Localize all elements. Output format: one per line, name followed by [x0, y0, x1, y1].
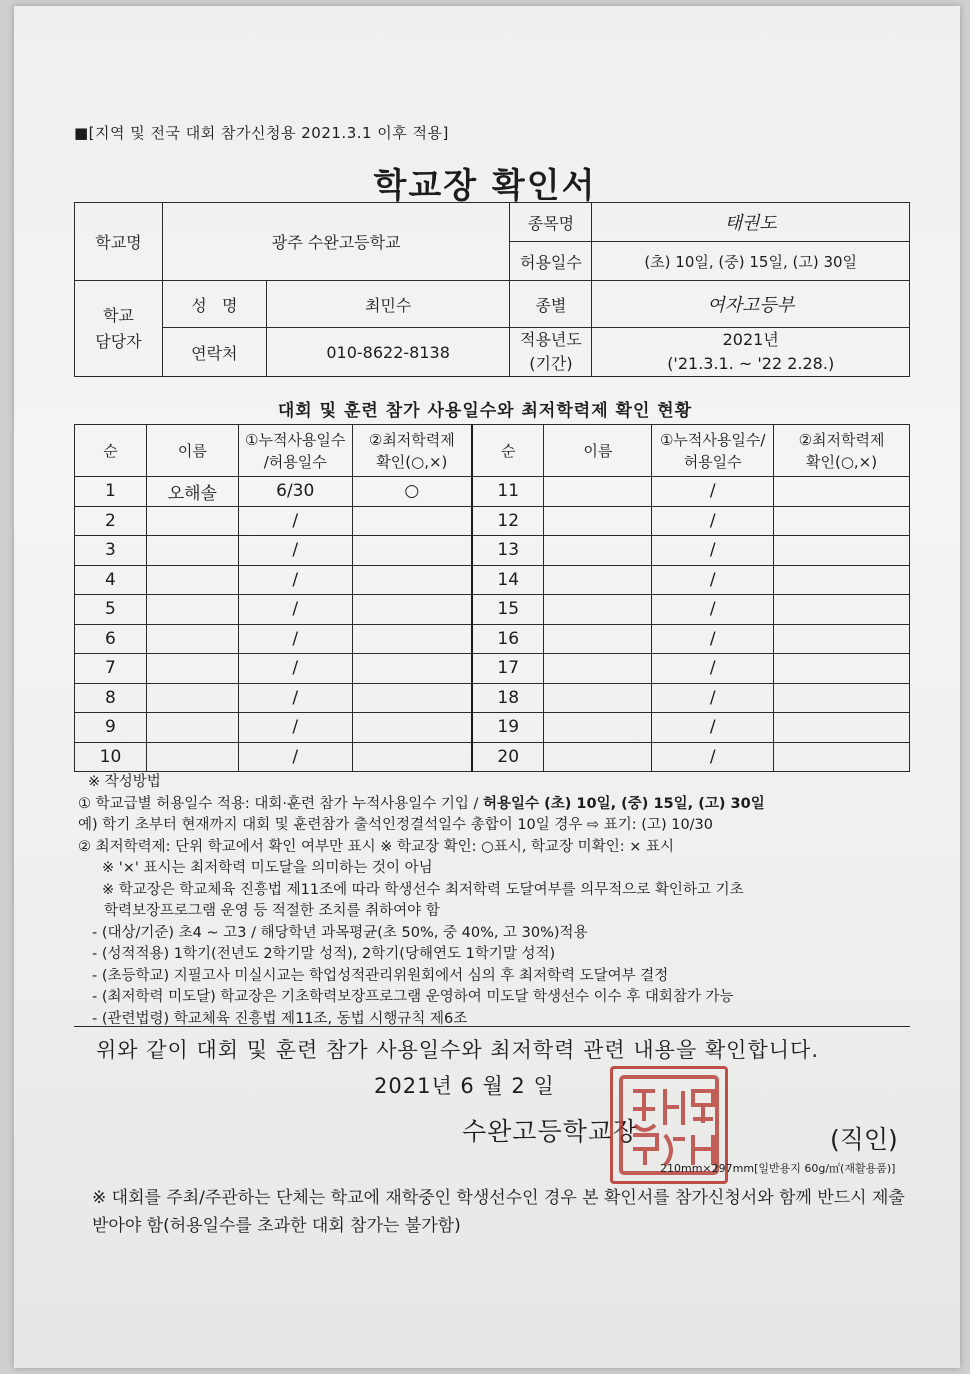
row-no-right: 11 — [472, 477, 544, 507]
header-days: ①누적사용일수 /허용일수 — [238, 425, 352, 477]
row-name-right — [544, 713, 652, 743]
row-no-right: 13 — [472, 536, 544, 566]
row-no-right: 15 — [472, 595, 544, 625]
row-grade-right — [774, 624, 910, 654]
row-grade — [352, 683, 472, 713]
table-row — [75, 595, 910, 625]
row-name — [146, 536, 238, 566]
row-name: 오해솔 — [146, 477, 238, 507]
detail-1: - (대상/기준) 초4 ~ 고3 / 해당학년 과목평균(초 50%, 중 40%, 고 30%)적용 — [92, 924, 588, 941]
row-no-right: 18 — [472, 683, 544, 713]
header-no-right: 순 — [472, 425, 544, 477]
document-title: 학교장 확인서 — [373, 166, 597, 206]
detail-2: - (성적적용) 1학기(전년도 2학기말 성적), 2학기(당해연도 1학기말 성적) — [92, 946, 556, 962]
row-days: / — [238, 565, 352, 595]
row-no-right: 16 — [472, 624, 544, 654]
note-1 — [78, 794, 914, 816]
row-name-right — [544, 506, 652, 536]
header-note: ■[지역 및 전국 대회 참가신청용 2021.3.1 이후 적용] — [74, 124, 449, 142]
row-days-right: / — [652, 565, 774, 595]
row-grade-right — [774, 477, 910, 507]
period-value: ('21.3.1. ~ '22 2.28.) — [667, 354, 835, 373]
row-days: / — [238, 742, 352, 772]
row-grade-right — [774, 536, 910, 566]
row-no: 9 — [75, 713, 147, 743]
row-name-right — [544, 624, 652, 654]
category-label: 종별 — [510, 281, 592, 328]
row-grade-right — [774, 713, 910, 743]
row-name — [146, 595, 238, 625]
row-name-right — [544, 477, 652, 507]
note-4b: 학력보장프로그램 운영 등 적절한 조치를 취하여야 함 — [104, 903, 440, 919]
row-no: 3 — [75, 536, 147, 566]
year-label: 적용년도 (기간) — [510, 328, 592, 377]
row-days-right: / — [652, 536, 774, 566]
section-title: 대회 및 훈련 참가 사용일수와 최저학력제 확인 현황 — [277, 401, 693, 421]
row-no-right: 20 — [472, 742, 544, 772]
row-name — [146, 742, 238, 772]
submission-note: ※ 대회를 주최/주관하는 단체는 학교에 재학중인 학생선수인 경우 본 확인서를 참가신청서와 함께 반드시 제출받아야 함(허용일수를 초과한 대회 참가는 불가함) — [92, 1188, 905, 1236]
name-label: 성 명 — [162, 281, 266, 328]
row-grade — [352, 742, 472, 772]
row-no: 8 — [75, 683, 147, 713]
row-name — [146, 713, 238, 743]
row-days-right: / — [652, 595, 774, 625]
divider — [74, 1026, 910, 1027]
allowed-days-label: 허용일수 — [510, 242, 592, 281]
row-name — [146, 565, 238, 595]
table-row — [75, 506, 910, 536]
row-no-right: 17 — [472, 654, 544, 684]
row-grade-right — [774, 654, 910, 684]
info-table — [74, 202, 910, 377]
row-name — [146, 683, 238, 713]
row-name — [146, 506, 238, 536]
detail-3: - (초등학교) 지필고사 미실시교는 학업성적관리위원회에서 심의 후 최저학력 도달여부 결정 — [92, 967, 669, 984]
row-no: 4 — [75, 565, 147, 595]
row-grade — [352, 536, 472, 566]
table-row — [75, 565, 910, 595]
notes-heading: ※ 작성방법 — [88, 774, 161, 790]
note-3: ※ '×' 표시는 최저학력 미도달을 의미하는 것이 아님 — [102, 860, 433, 876]
row-days: / — [238, 713, 352, 743]
row-no: 2 — [75, 506, 147, 536]
row-days: 6/30 — [238, 477, 352, 507]
row-no-right: 19 — [472, 713, 544, 743]
year-cell — [592, 328, 910, 377]
note-1-example: 예) 학기 초부터 현재까지 대회 및 훈련참가 출석인정결석일수 총합이 10일 경우 ⇨ 표기: (고) 10/30 — [78, 817, 714, 833]
manager-name: 최민수 — [266, 281, 510, 328]
row-no: 10 — [75, 742, 147, 772]
school-name-label: 학교명 — [75, 203, 163, 281]
note-4a: ※ 학교장은 학교체육 진흥법 제11조에 따라 학생선수 최저학력 도달여부를 의무적으로 확인하고 기초 — [102, 881, 744, 898]
contact-value: 010-8622-8138 — [266, 328, 510, 377]
row-grade — [352, 713, 472, 743]
note-1-text: ① 학교급별 허용일수 적용: 대회·훈련 참가 누적사용일수 기입 / — [78, 795, 484, 812]
header-no: 순 — [75, 425, 147, 477]
row-no: 1 — [75, 477, 147, 507]
row-days: / — [238, 624, 352, 654]
row-no: 5 — [75, 595, 147, 625]
row-days-right: / — [652, 713, 774, 743]
row-grade-right — [774, 565, 910, 595]
instructions — [78, 772, 914, 1030]
manager-label: 학교 담당자 — [75, 281, 163, 377]
table-row — [75, 477, 910, 507]
header-name: 이름 — [146, 425, 238, 477]
detail-5: - (관련법령) 학교체육 진흥법 제11조, 동법 시행규칙 제6조 — [92, 1010, 468, 1027]
row-name-right — [544, 742, 652, 772]
year-value: 2021년 — [722, 330, 779, 349]
event-label: 종목명 — [510, 203, 592, 242]
table-row — [75, 536, 910, 566]
contact-label: 연락처 — [162, 328, 266, 377]
row-no-right: 14 — [472, 565, 544, 595]
row-days: / — [238, 595, 352, 625]
header-grade-right: ②최저학력제 확인(○,×) — [774, 425, 910, 477]
row-days-right: / — [652, 506, 774, 536]
table-row — [75, 624, 910, 654]
row-grade-right — [774, 506, 910, 536]
row-no: 7 — [75, 654, 147, 684]
category-value: 여자고등부 — [592, 281, 910, 328]
row-grade — [352, 654, 472, 684]
row-name-right — [544, 654, 652, 684]
row-days: / — [238, 683, 352, 713]
header-name-right: 이름 — [544, 425, 652, 477]
table-row — [75, 713, 910, 743]
table-row — [75, 742, 910, 772]
row-grade-right — [774, 683, 910, 713]
row-days: / — [238, 654, 352, 684]
school-name: 광주 수완고등학교 — [162, 203, 510, 281]
row-days-right: / — [652, 742, 774, 772]
row-name-right — [544, 565, 652, 595]
row-grade-right — [774, 595, 910, 625]
paper-spec: 210mm×297mm[일반용지 60g/㎡(재활용품)] — [660, 1162, 896, 1175]
row-name — [146, 624, 238, 654]
confirm-statement: 위와 같이 대회 및 훈련 참가 사용일수와 최저학력 관련 내용을 확인합니다. — [96, 1038, 820, 1062]
note-1-bold: 허용일수 (초) 10일, (중) 15일, (고) 30일 — [483, 795, 765, 812]
table-row — [75, 683, 910, 713]
row-grade — [352, 624, 472, 654]
row-grade: ○ — [352, 477, 472, 507]
row-days-right: / — [652, 477, 774, 507]
allowed-days-value: (초) 10일, (중) 15일, (고) 30일 — [592, 242, 910, 281]
row-name-right — [544, 595, 652, 625]
row-name — [146, 654, 238, 684]
table-row — [75, 654, 910, 684]
row-grade-right — [774, 742, 910, 772]
principal-title: 수완고등학교장 — [462, 1117, 639, 1146]
row-grade — [352, 565, 472, 595]
row-days: / — [238, 506, 352, 536]
seal-label: (직인) — [830, 1125, 898, 1154]
row-days-right: / — [652, 683, 774, 713]
roster-table — [74, 424, 910, 772]
row-days-right: / — [652, 624, 774, 654]
row-no: 6 — [75, 624, 147, 654]
detail-4: - (최저학력 미도달) 학교장은 기초학력보장프로그램 운영하여 미도달 학생선수 이수 후 대회참가 가능 — [92, 989, 734, 1005]
row-name-right — [544, 683, 652, 713]
header-grade: ②최저학력제 확인(○,×) — [352, 425, 472, 477]
row-name-right — [544, 536, 652, 566]
header-days-right: ①누적사용일수/ 허용일수 — [652, 425, 774, 477]
note-2: ② 최저학력제: 단위 학교에서 확인 여부만 표시 ※ 학교장 확인: ○표시, 학교장 미확인: × 표시 — [78, 838, 674, 855]
row-no-right: 12 — [472, 506, 544, 536]
row-grade — [352, 506, 472, 536]
signature-date: 2021년 6 월 2 일 — [374, 1074, 555, 1098]
event-value: 태권도 — [592, 203, 910, 242]
row-days: / — [238, 536, 352, 566]
row-days-right: / — [652, 654, 774, 684]
row-grade — [352, 595, 472, 625]
